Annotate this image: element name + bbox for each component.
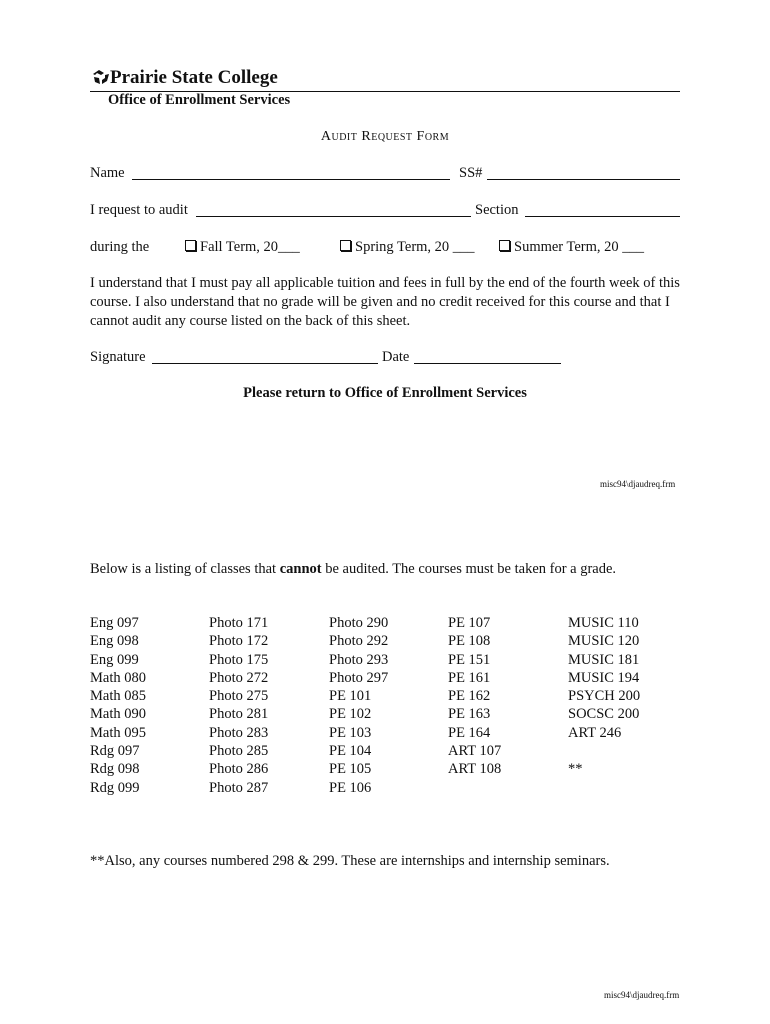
signature-field[interactable] [152,363,378,364]
signature-label: Signature [90,349,146,365]
course-item: PE 108 [448,633,491,650]
file-code: misc94\djaudreq.frm [600,479,676,489]
course-item: Eng 098 [90,633,139,650]
course-item: PE 164 [448,724,491,741]
course-item: Photo 290 [329,615,389,631]
ssn-field[interactable] [487,179,680,180]
course-item: ** [568,761,583,778]
course-item: Math 095 [90,724,146,741]
course-column-1 [90,614,146,797]
course-item: Eng 097 [90,615,139,631]
course-item: Rdg 098 [90,761,140,778]
bottom-file-code: misc94\djaudreq.frm [604,990,680,1000]
course-item: Photo 275 [209,688,269,705]
course-item: Photo 292 [329,633,389,650]
listing-intro-after: be audited. The courses must be taken for a grade. [321,561,617,577]
name-field[interactable] [132,179,450,180]
course-item: PE 105 [329,761,372,778]
course-item: Rdg 097 [90,743,140,760]
course-item: Photo 172 [209,633,269,650]
name-label: Name [90,165,125,181]
course-item: MUSIC 181 [568,651,640,668]
date-label: Date [382,349,410,365]
course-item: Math 090 [90,706,146,723]
course-column-2 [209,614,268,797]
college-logo-icon [91,67,111,87]
form-title: Audit Request Form [320,129,450,144]
spring-term-option[interactable] [340,239,475,256]
section-label: Section [475,202,519,218]
course-item: Eng 099 [90,651,139,668]
course-item: Math 080 [90,669,146,686]
course-item: Photo 287 [209,779,269,796]
course-item: Photo 285 [209,743,269,760]
spring-term-checkbox[interactable] [340,240,351,251]
course-column-3 [329,614,388,797]
audit-label: I request to audit [90,202,188,218]
course-item: SOCSC 200 [568,706,640,723]
course-item: MUSIC 194 [568,669,640,686]
course-item: ART 246 [568,724,622,741]
agreement-text: I understand that I must pay all applicable tuition and fees in full by the end of the fourth week of this course. I also understand that no grade will be given and no credit received for this course and that I cannot audit any course listed on the back of this sheet. [90,275,680,329]
course-item: PE 106 [329,779,372,796]
summer-term-checkbox[interactable] [499,240,510,251]
course-item: Photo 175 [209,651,269,668]
summer-term-option[interactable] [499,239,644,256]
summer-term-label: Summer Term, 20 ___ [514,239,645,255]
course-item: PE 103 [329,724,372,741]
return-instruction: Please return to Office of Enrollment Services [243,385,527,401]
listing-intro [90,561,616,578]
course-item: Photo 283 [209,724,269,741]
course-item: Math 085 [90,688,146,705]
course-item: PE 163 [448,706,491,723]
course-item: PE 101 [329,688,372,705]
course-item: PE 151 [448,651,491,668]
course-item: PE 161 [448,669,491,686]
fall-term-checkbox[interactable] [185,240,196,251]
course-item: ART 107 [448,743,502,760]
audit-course-field[interactable] [196,216,471,217]
fall-term-label: Fall Term, 20___ [200,239,300,255]
course-item: Photo 272 [209,669,269,686]
course-item: MUSIC 110 [568,615,639,631]
fall-term-option[interactable] [185,239,300,256]
office-name: Office of Enrollment Services [108,92,291,108]
course-item: PSYCH 200 [568,688,641,705]
listing-intro-before: Below is a listing of classes that [90,561,280,577]
course-column-4 [448,614,501,779]
course-item: Rdg 099 [90,779,140,796]
course-item: Photo 297 [329,669,389,686]
college-name: Prairie State College [110,67,278,88]
spring-term-label: Spring Term, 20 ___ [355,239,475,255]
course-item: MUSIC 120 [568,633,640,650]
date-field[interactable] [414,363,561,364]
course-item: Photo 293 [329,651,389,668]
course-item: Photo 171 [209,615,269,631]
section-field[interactable] [525,216,680,217]
course-item [568,742,640,760]
course-item: ART 108 [448,761,502,778]
listing-intro-emphasis: cannot [279,561,322,577]
course-item: Photo 286 [209,761,269,778]
course-item: PE 102 [329,706,372,723]
footnote: **Also, any courses numbered 298 & 299. These are internships and internship seminars. [90,853,610,869]
during-label: during the [90,239,150,255]
course-item: PE 107 [448,615,491,631]
ssn-label: SS# [459,165,483,181]
course-item: PE 162 [448,688,491,705]
course-item: PE 104 [329,743,372,760]
course-item: Photo 281 [209,706,269,723]
course-column-5 [568,614,640,779]
